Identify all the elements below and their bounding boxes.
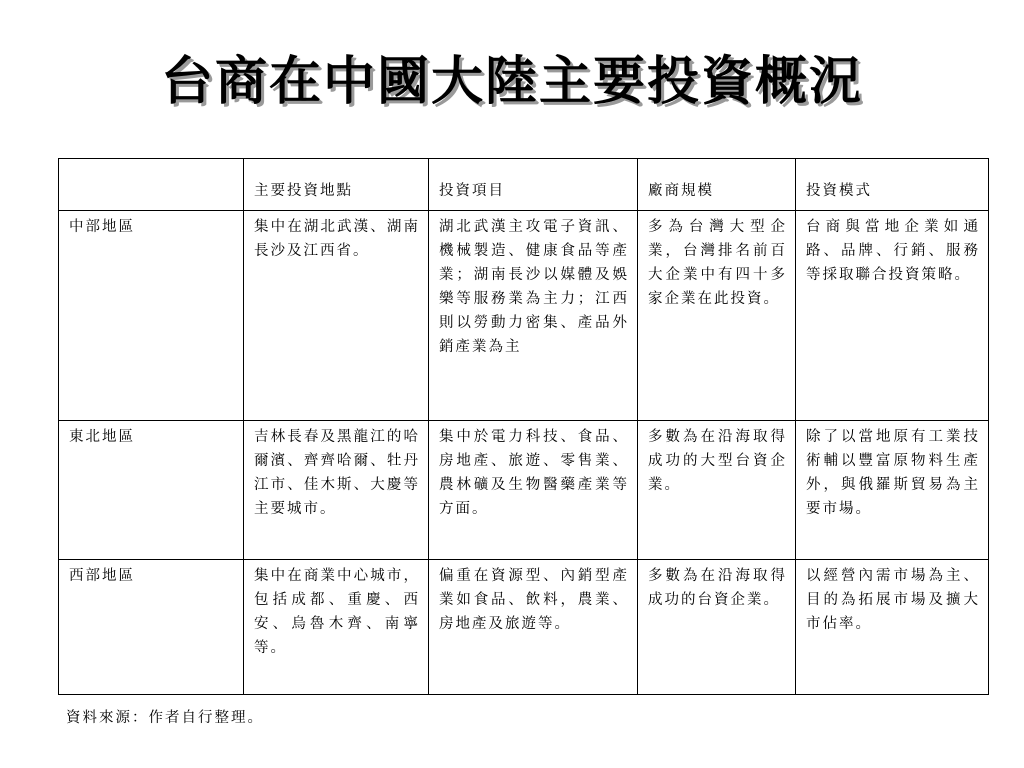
items-cell: 偏重在資源型、內銷型產業如食品、飲料，農業、房地產及旅遊等。 — [429, 560, 638, 695]
header-mode: 投資模式 — [796, 159, 989, 211]
mode-cell: 以經營內需市場為主、目的為拓展市場及擴大市佔率。 — [796, 560, 989, 695]
mode-cell: 台商與當地企業如通路、品牌、行銷、服務等採取聯合投資策略。 — [796, 211, 989, 421]
header-items: 投資項目 — [429, 159, 638, 211]
items-cell: 湖北武漢主攻電子資訊、機械製造、健康食品等產業；湖南長沙以媒體及娛樂等服務業為主力；江西則以勞動力密集、產品外銷產業為主 — [429, 211, 638, 421]
table-row — [59, 421, 989, 560]
investment-table — [58, 158, 989, 695]
header-region — [59, 159, 244, 211]
region-cell: 西部地區 — [59, 560, 244, 695]
header-scale: 廠商規模 — [638, 159, 796, 211]
mode-cell: 除了以當地原有工業技術輔以豐富原物料生產外，與俄羅斯貿易為主要市場。 — [796, 421, 989, 560]
scale-cell: 多數為在沿海取得成功的大型台資企業。 — [638, 421, 796, 560]
location-cell: 集中在湖北武漢、湖南長沙及江西省。 — [244, 211, 429, 421]
region-cell: 東北地區 — [59, 421, 244, 560]
slide-title: 台商在中國大陸主要投資概況 — [160, 51, 863, 112]
source-note: 資料來源：作者自行整理。 — [66, 710, 264, 726]
region-cell: 中部地區 — [59, 211, 244, 421]
scale-cell: 多為台灣大型企業，台灣排名前百大企業中有四十多家企業在此投資。 — [638, 211, 796, 421]
table-row — [59, 211, 989, 421]
scale-cell: 多數為在沿海取得成功的台資企業。 — [638, 560, 796, 695]
table-header-row — [59, 159, 989, 211]
items-cell: 集中於電力科技、食品、房地產、旅遊、零售業、農林礦及生物醫藥產業等方面。 — [429, 421, 638, 560]
location-cell: 集中在商業中心城市，包括成都、重慶、西安、烏魯木齊、南寧等。 — [244, 560, 429, 695]
table-row — [59, 560, 989, 695]
header-location: 主要投資地點 — [244, 159, 429, 211]
location-cell: 吉林長春及黑龍江的哈爾濱、齊齊哈爾、牡丹江市、佳木斯、大慶等主要城市。 — [244, 421, 429, 560]
